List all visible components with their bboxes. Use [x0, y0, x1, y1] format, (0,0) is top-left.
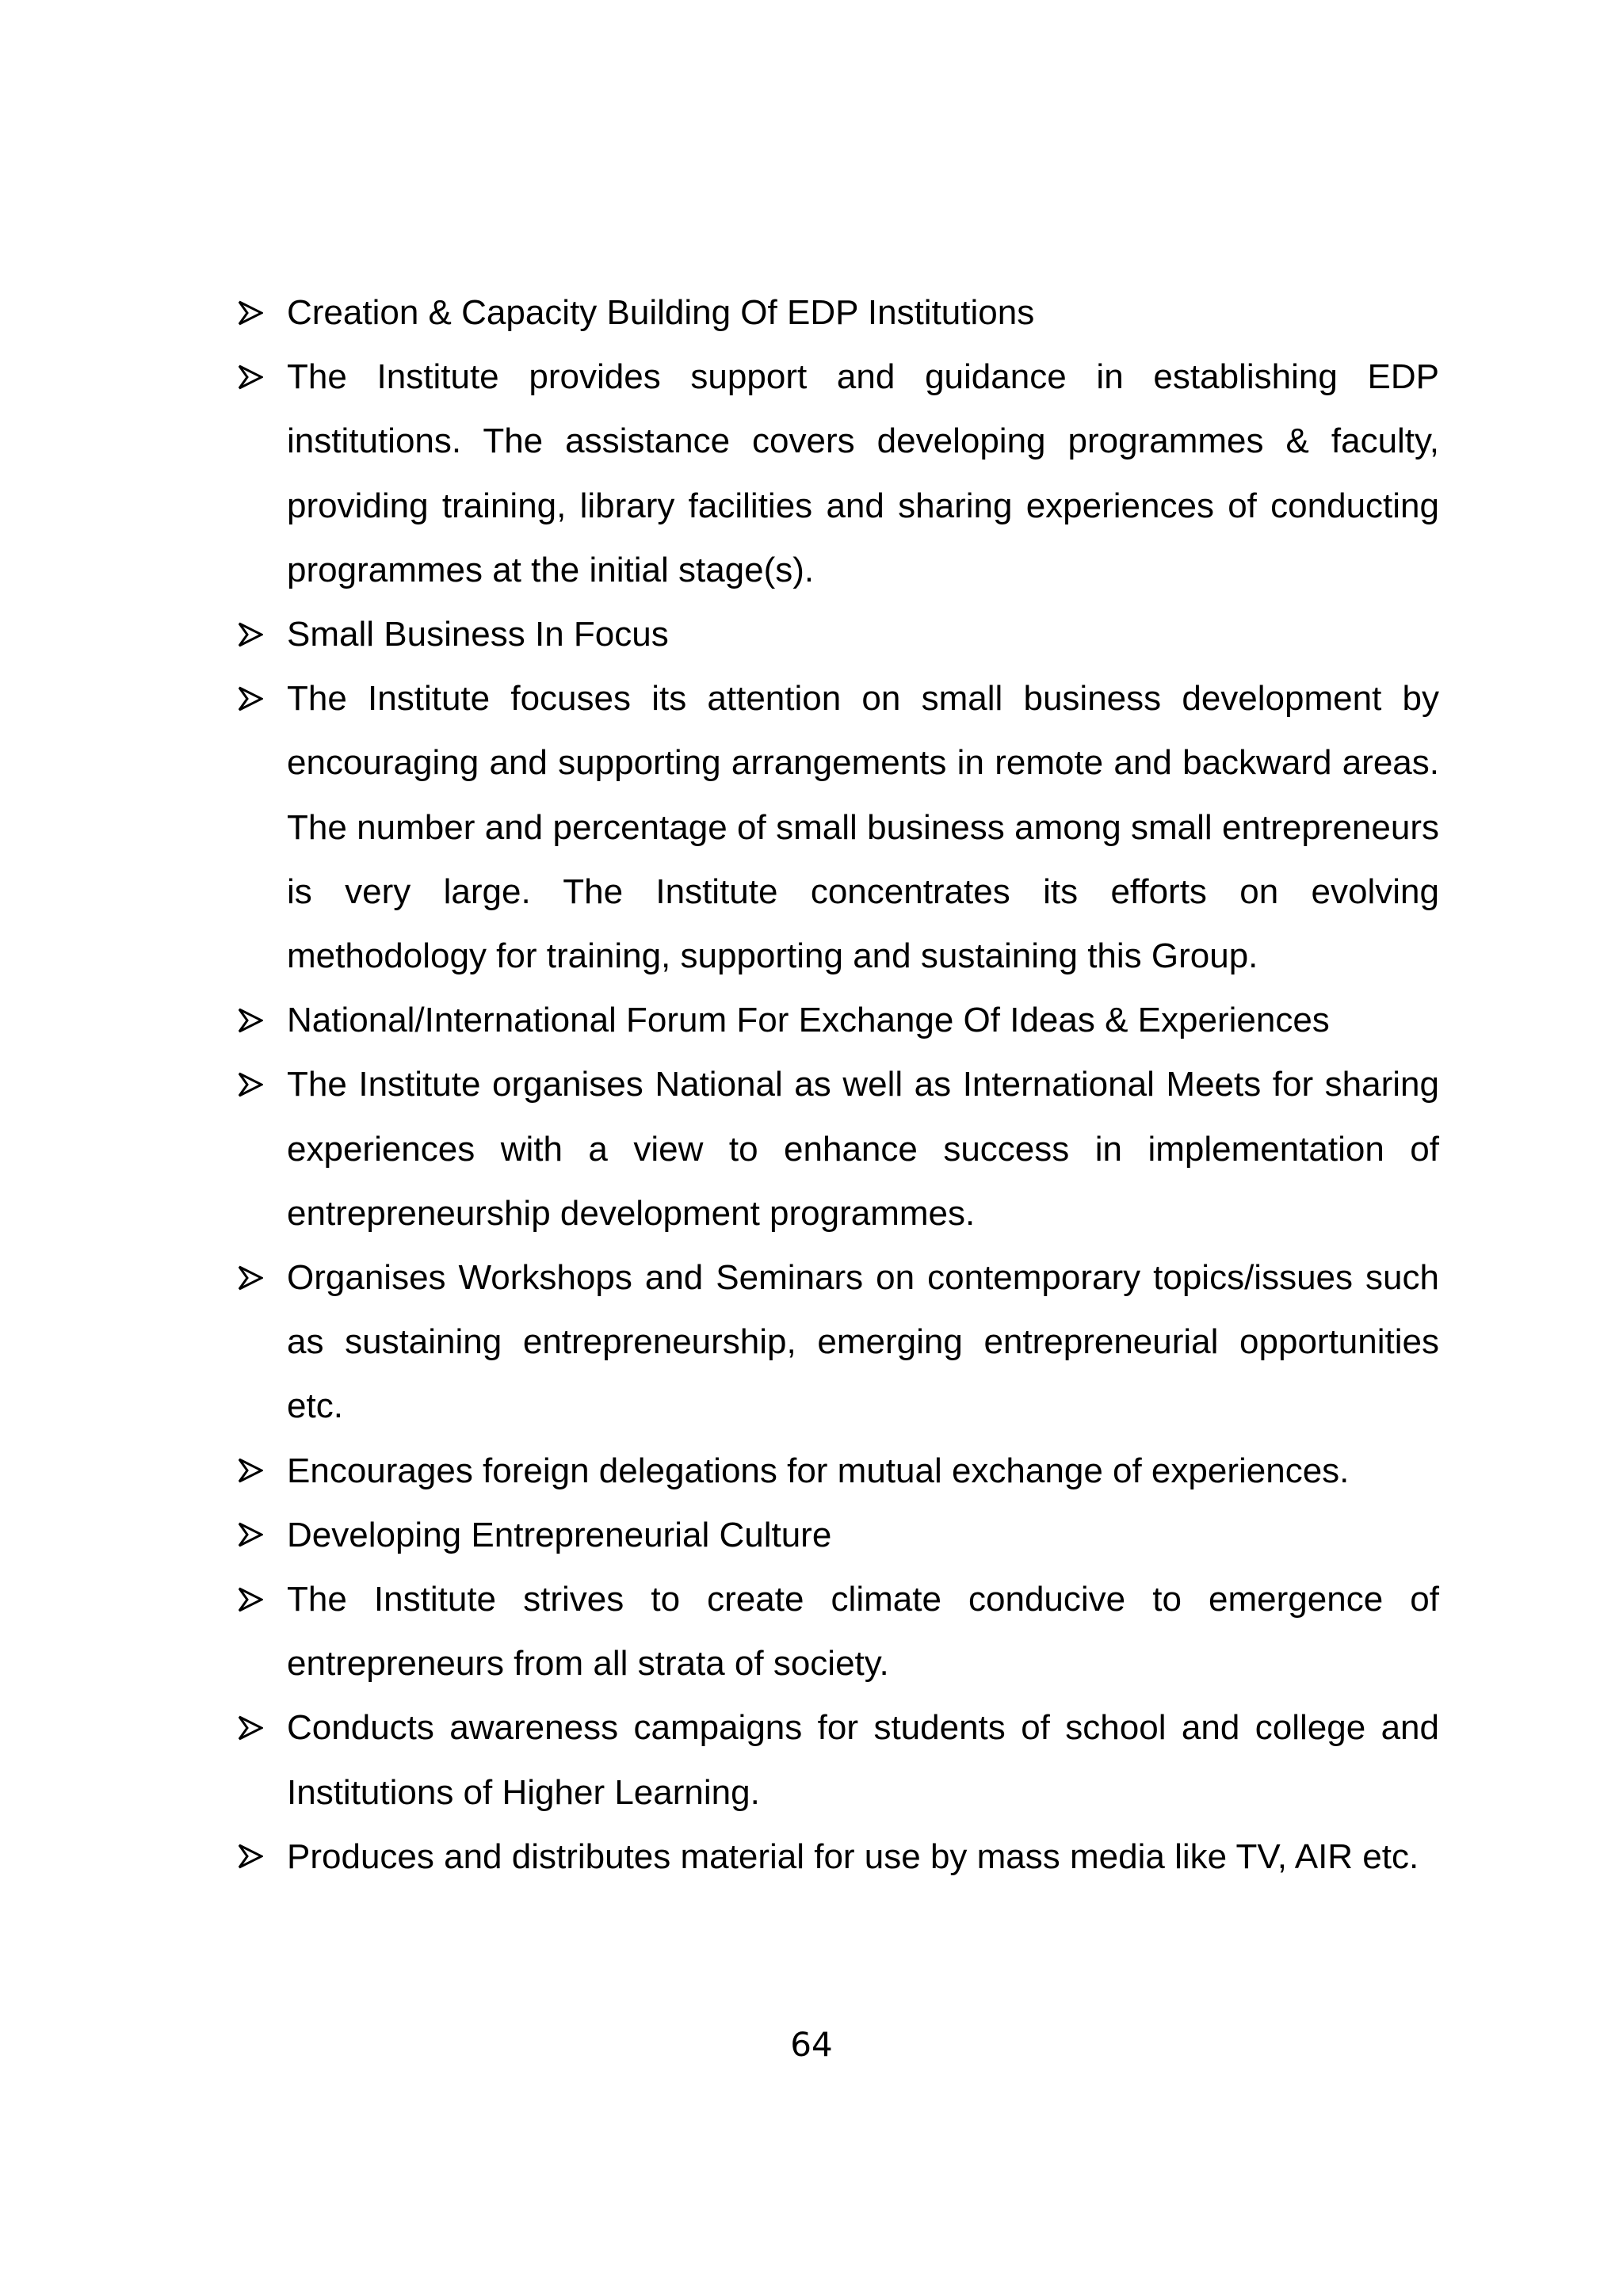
list-item: [235, 1439, 1439, 1503]
arrowhead-bullet-icon: [238, 345, 269, 409]
list-item: [235, 1567, 1439, 1695]
list-item-text: Organises Workshops and Seminars on contemporary topics/issues such as sustaining entrepreneurship, emerging entrepreneurial opportunities etc.: [287, 1258, 1439, 1426]
list-item: [235, 1052, 1439, 1245]
list-item: [235, 280, 1439, 345]
page-number: 64: [790, 2025, 833, 2064]
list-item: [235, 666, 1439, 988]
arrowhead-bullet-icon: [238, 666, 269, 730]
list-item-text: Conducts awareness campaigns for students of school and college and Institutions of Higher Learning.: [287, 1708, 1439, 1812]
arrowhead-bullet-icon: [238, 988, 269, 1052]
arrowhead-bullet-icon: [238, 1052, 269, 1116]
list-item-text: National/International Forum For Exchange Of Ideas & Experiences: [287, 1001, 1330, 1040]
list-item-text: The Institute provides support and guidance in establishing EDP institutions. The assistance covers developing programmes & faculty, providing training, library facilities and sharing experiences of conducting programmes at the initial stage(s).: [287, 357, 1439, 589]
list-item-text: Encourages foreign delegations for mutual exchange of experiences.: [287, 1451, 1350, 1490]
list-item-text: The Institute organises National as well as International Meets for sharing experiences with a view to enhance success in implementation of entrepreneurship development programmes.: [287, 1065, 1439, 1233]
list-item-text: The Institute focuses its attention on small business development by encouraging and supporting arrangements in remote and backward areas. The number and percentage of small business among small entrepreneurs is very large. The Institute concentrates its efforts on evolving methodology for training, supporting and sustaining this Group.: [287, 679, 1439, 976]
list-item-text: Small Business In Focus: [287, 615, 669, 654]
arrowhead-bullet-icon: [238, 602, 269, 666]
list-item-text: Produces and distributes material for use by mass media like TV, AIR etc.: [287, 1836, 1419, 1876]
list-item-text: Developing Entrepreneurial Culture: [287, 1515, 832, 1554]
list-item: [235, 1245, 1439, 1439]
list-item-text: Creation & Capacity Building Of EDP Institutions: [287, 293, 1035, 332]
arrowhead-bullet-icon: [238, 1825, 269, 1889]
list-item: [235, 988, 1439, 1052]
arrowhead-bullet-icon: [238, 280, 269, 345]
bullet-list: [235, 280, 1439, 1889]
arrowhead-bullet-icon: [238, 1567, 269, 1631]
list-item: [235, 602, 1439, 666]
arrowhead-bullet-icon: [238, 1245, 269, 1310]
list-item: [235, 1825, 1439, 1889]
arrowhead-bullet-icon: [238, 1439, 269, 1503]
arrowhead-bullet-icon: [238, 1503, 269, 1567]
list-item: [235, 345, 1439, 602]
list-item: [235, 1503, 1439, 1567]
list-item: [235, 1695, 1439, 1824]
arrowhead-bullet-icon: [238, 1695, 269, 1760]
list-item-text: The Institute strives to create climate conducive to emergence of entrepreneurs from all strata of society.: [287, 1580, 1439, 1684]
